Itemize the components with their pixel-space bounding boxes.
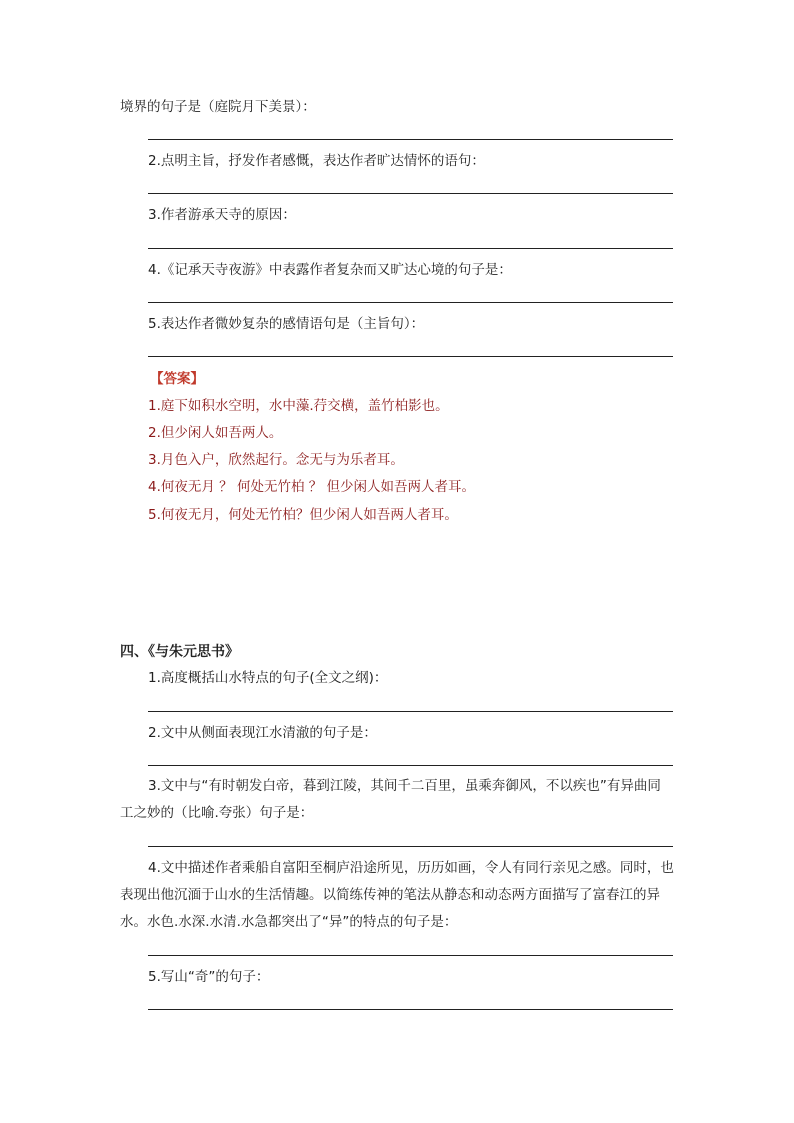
- answer-line: [148, 193, 673, 194]
- answer-item-1: 1.庭下如积水空明，水中藻.荇交横，盖竹柏影也。: [148, 398, 449, 414]
- question-4: 4.文中描述作者乘船自富阳至桐庐沿途所见，历历如画，令人有同行亲见之感。同时，也表现出他沉湎于山水的生活情趣。以简练传神的笔法从静态和动态两方面描写了富春江的异水。水色.水深.水清.水急都突出了“异”的特点的句子是：: [120, 860, 674, 930]
- question-2: 2.点明主旨，抒发作者感慨，表达作者旷达情怀的语句：: [148, 153, 485, 169]
- answer-line: [148, 846, 673, 847]
- answer-line: [148, 139, 673, 140]
- answer-line: [148, 248, 673, 249]
- answer-line: [148, 1009, 673, 1010]
- answer-item-5: 5.何夜无月，何处无竹柏？但少闲人如吾两人者耳。: [148, 507, 458, 523]
- answer-line: [148, 302, 673, 303]
- answer-line: [148, 765, 673, 766]
- section-title: 四、《与朱元思书》: [120, 644, 239, 660]
- answer-line: [148, 955, 673, 956]
- question-3: 3.文中与“有时朝发白帝，暮到江陵，其间千二百里，虽乘奔御风，不以疾也”有异曲同工之妙的（比喻.夸张）句子是：: [120, 778, 661, 821]
- question-3: 3.作者游承天寺的原因：: [148, 207, 296, 223]
- question-5: 5.写山“奇”的句子：: [148, 969, 270, 985]
- answer-heading: 【答案】: [150, 371, 204, 387]
- answer-line: [148, 711, 673, 712]
- answer-item-4: 4.何夜无月 ？ 何处无竹柏 ？ 但少闲人如吾两人者耳。: [148, 479, 476, 495]
- question-1: 1.高度概括山水特点的句子(全文之纲)：: [148, 670, 388, 686]
- question-4: 4.《记承天寺夜游》中表露作者复杂而又旷达心境的句子是：: [148, 262, 512, 278]
- answer-item-2: 2.但少闲人如吾两人。: [148, 425, 283, 441]
- answer-item-3: 3.月色入户，欣然起行。念无与为乐者耳。: [148, 452, 404, 468]
- question-5: 5.表达作者微妙复杂的感情语句是（主旨句）：: [148, 316, 425, 332]
- question-2: 2.文中从侧面表现江水清澈的句子是：: [148, 725, 377, 741]
- intro-text: 境界的句子是（庭院月下美景）：: [120, 99, 316, 115]
- answer-line: [148, 356, 673, 357]
